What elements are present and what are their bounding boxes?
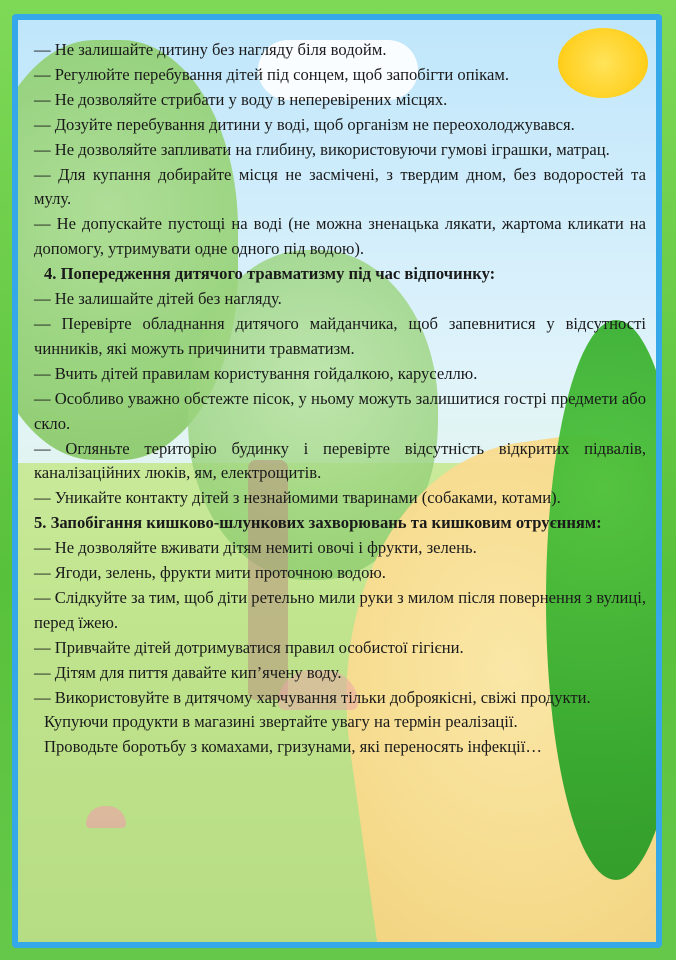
note-text: Купуючи продукти в магазині звертайте увагу на термін реалізації.	[44, 712, 518, 732]
list-item: — Ягоди, зелень, фрукти мити проточною водою.	[34, 563, 386, 583]
list-item: — Огляньте територію будинку і перевірте відсутність відкритих підвалів, каналізаційних люків, ям, електрощитів.	[34, 438, 646, 483]
section-heading-5: 5. Запобігання кишково-шлункових захворювань та кишковим отруєнням:	[34, 513, 602, 533]
list-item: — Не допускайте пустощі на воді (не можна зненацька лякати, жартома кликати на допомогу, утримувати одне одного під водою).	[34, 214, 646, 259]
list-item: — Не дозволяйте стрибати у воду в неперевірених місцях.	[34, 89, 448, 109]
list-item: — Не дозволяйте вживати дітям немиті овочі і фрукти, зелень.	[34, 538, 477, 558]
list-item: — Уникайте контакту дітей з незнайомими тваринами (собаками, котами).	[34, 488, 561, 508]
list-item: — Не залишайте дитину без нагляду біля водойм.	[34, 40, 387, 59]
list-item: — Перевірте обладнання дитячого майданчика, щоб запевнитися у відсутності чинників, які можуть причинити травматизм.	[34, 313, 646, 358]
list-item: — Дітям для пиття давайте кип’ячену воду.	[34, 662, 342, 682]
list-item: — Не залишайте дітей без нагляду.	[34, 289, 282, 309]
list-item: — Особливо уважно обстежте пісок, у ньому можуть залишитися гострі предмети або скло.	[34, 388, 646, 433]
note-text: Проводьте боротьбу з комахами, гризунами, які переносять інфекції…	[44, 737, 542, 757]
list-item: — Не дозволяйте запливати на глибину, використовуючи гумові іграшки, матрац.	[34, 139, 610, 159]
poster-text	[34, 38, 646, 760]
list-item: — Використовуйте в дитячому харчування тільки доброякісні, свіжі продукти.	[34, 687, 591, 707]
list-item: — Слідкуйте за тим, щоб діти ретельно мили руки з милом після повернення з вулиці, перед їжею.	[34, 587, 646, 632]
list-item: — Дозуйте перебування дитини у воді, щоб організм не переохолоджувався.	[34, 114, 575, 134]
list-item: — Регулюйте перебування дітей під сонцем, щоб запобігти опікам.	[34, 64, 510, 84]
list-item: — Привчайте дітей дотримуватися правил особистої гігієни.	[34, 637, 464, 657]
section-heading-4: 4. Попередження дитячого травматизму під час відпочинку:	[44, 264, 496, 284]
list-item: — Для купання добирайте місця не засмічені, з твердим дном, без водоростей та мулу.	[34, 164, 646, 209]
list-item: — Вчить дітей правилам користування гойдалкою, каруселлю.	[34, 363, 478, 383]
